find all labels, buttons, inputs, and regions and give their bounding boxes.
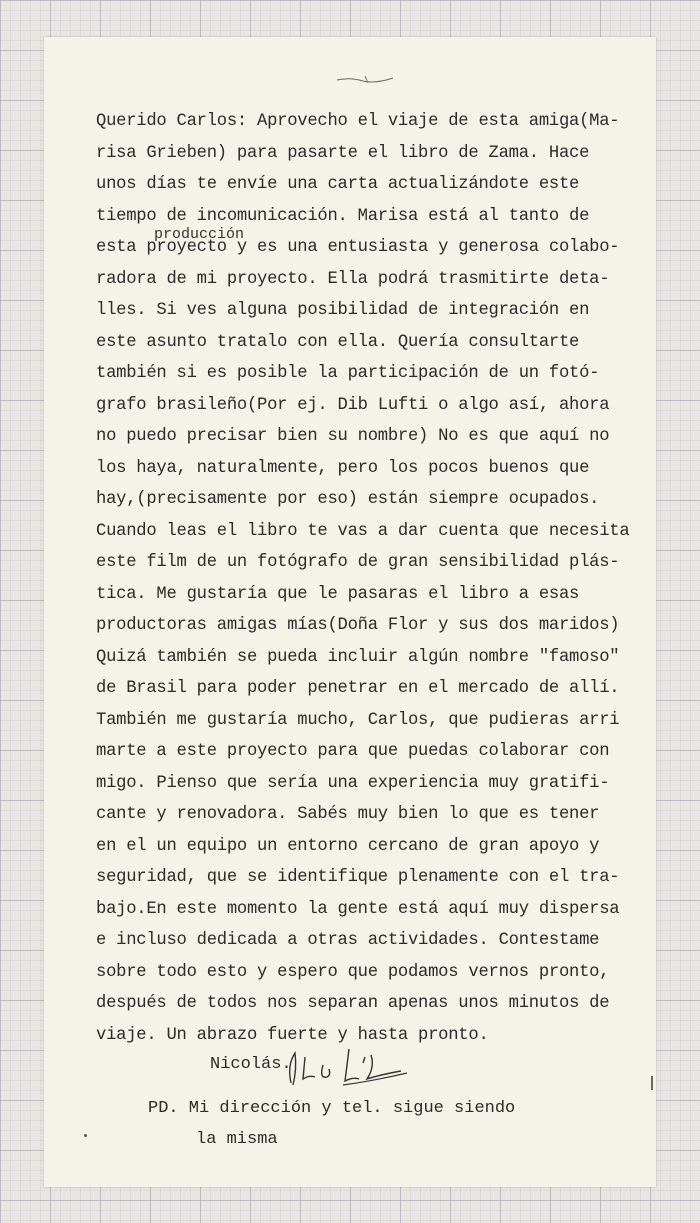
letter-line-11: no puedo precisar bien su nombre) No es que aquí no [96,427,610,446]
letter-line-9: también si es posible la participación de un fotó- [96,364,600,383]
signature-name: Nicolás. [210,1055,292,1074]
letter-body [96,106,656,1051]
letter-line-15: este film de un fotógrafo de gran sensibilidad plás- [96,553,620,572]
letter-line-23: cante y renovadora. Sabés muy bien lo que es tener [96,805,600,824]
letter-line-17: productoras amigas mías(Doña Flor y sus dos maridos) [96,616,620,635]
letter-line-26: bajo.En este momento la gente está aquí muy dispersa [96,899,620,919]
letter-line-19: de Brasil para poder penetrar en el mercado de allí. [96,679,620,698]
postscript-line-2: la misma [196,1130,278,1149]
paper-speck [84,1134,87,1137]
letter-line-16: tica. Me gustaría que le pasaras el libro a esas [96,584,580,604]
pencil-mark-icon [335,73,395,87]
letter-line-1: Querido Carlos: Aprovecho el viaje de esta amiga(Ma- [96,112,620,131]
letter-line-24: en el un equipo un entorno cercano de gran apoyo y [96,836,600,856]
letter-line-28: sobre todo esto y espero que podamos vernos pronto, [96,962,610,982]
letter-line-12: los haya, naturalmente, pero los pocos buenos que [96,458,590,478]
letter-line-18: Quizá también se pueda incluir algún nombre "famoso" [96,647,620,667]
letter-line-29: después de todos nos separan apenas unos minutos de [96,994,610,1013]
letter-line-5: esta proyecto y es una entusiasta y generosa colabo- [96,238,620,257]
letter-line-2: risa Grieben) para pasarte el libro de Zama. Hace [96,143,590,163]
letter-line-14: Cuando leas el libro te vas a dar cuenta que necesita [96,521,630,541]
letter-line-8: este asunto tratalo con ella. Quería consultarte [96,332,580,352]
handwritten-signature-icon [283,1035,413,1095]
letter-line-22: migo. Pienso que sería una experiencia muy gratifi- [96,773,610,793]
letter-line-10: grafo brasileño(Por ej. Dib Lufti o algo así, ahora [96,395,610,415]
letter-line-6: radora de mi proyecto. Ella podrá trasmitirte deta- [96,269,610,289]
letter-line-13: hay,(precisamente por eso) están siempre ocupados. [96,490,600,509]
paper-edge-mark [651,1076,653,1090]
letter-line-4: tiempo de incomunicación. Marisa está al tanto de [96,206,590,226]
letter-line-25: seguridad, que se identifique plenamente con el tra- [96,868,620,887]
letter-line-21: marte a este proyecto para que puedas colaborar con [96,742,610,761]
letter-line-7: lles. Si ves alguna posibilidad de integración en [96,301,590,320]
letter-line-30: viaje. Un abrazo fuerte y hasta pronto. [96,1025,489,1045]
letter-line-3: unos días te envíe una carta actualizándote este [96,175,580,194]
typed-insertion: producción [154,226,245,243]
letter-line-20: También me gustaría mucho, Carlos, que pudieras arri [96,710,620,730]
postscript-line-1: PD. Mi dirección y tel. sigue siendo [148,1099,516,1118]
letter-line-27: e incluso dedicada a otras actividades. Contestame [96,931,600,950]
